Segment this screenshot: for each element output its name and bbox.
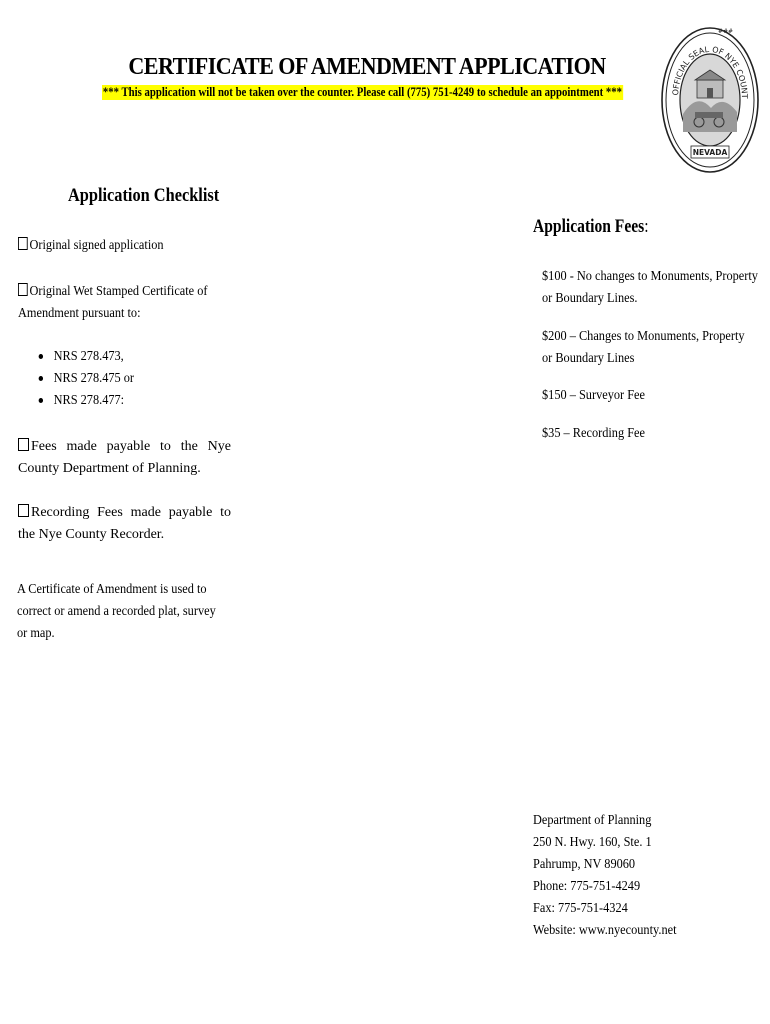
- seal-state-text: NEVADA: [692, 148, 728, 157]
- checklist-item-wet-stamped-certificate: Original Wet Stamped Certificate of Amendment pursuant to:: [18, 284, 208, 321]
- seal-ring-text: OFFICIAL SEAL OF NYE COUNT: [670, 44, 750, 99]
- checkbox-icon[interactable]: [18, 237, 28, 250]
- appointment-notice: *** This application will not be taken over the counter. Please call (775) 751-4249 to schedule an appointment ***: [102, 85, 622, 99]
- checklist-item-planning-fees: Fees made payable to the Nye County Department of Planning.: [18, 439, 231, 476]
- county-seal-icon: [659, 22, 761, 174]
- checklist-item-signed-application: Original signed application: [18, 235, 258, 257]
- fee-item-changes: $200 – Changes to Monuments, Property or Boundary Lines: [542, 329, 745, 366]
- list-item: NRS 278.473,: [36, 346, 168, 368]
- fees-heading: Application Fees:: [533, 216, 649, 237]
- fee-item-surveyor: $150 – Surveyor Fee: [542, 388, 646, 403]
- fee-item-no-changes: $100 - No changes to Monuments, Property or Boundary Lines.: [542, 269, 758, 306]
- fax-number: Fax: 775-751-4324: [533, 901, 628, 916]
- contact-block: [533, 810, 696, 942]
- page-title: CERTIFICATE OF AMENDMENT APPLICATION: [128, 54, 606, 80]
- department-name: Department of Planning: [533, 813, 652, 828]
- phone-number: Phone: 775-751-4249: [533, 879, 641, 894]
- certificate-description: A Certificate of Amendment is used to correct or amend a recorded plat, survey or map.: [17, 582, 216, 641]
- list-item: NRS 278.475 or: [36, 368, 168, 390]
- fee-item-recording: $35 – Recording Fee: [542, 426, 645, 441]
- svg-text:###: ###: [718, 28, 734, 35]
- checklist-heading: Application Checklist: [68, 185, 220, 206]
- street-address: 250 N. Hwy. 160, Ste. 1: [533, 835, 652, 850]
- city-state-zip: Pahrump, NV 89060: [533, 857, 636, 872]
- list-item: NRS 278.477:: [36, 390, 168, 412]
- checkbox-icon[interactable]: [18, 438, 29, 451]
- county-seal: [659, 22, 761, 174]
- checkbox-icon[interactable]: [18, 504, 29, 517]
- checkbox-icon[interactable]: [18, 283, 28, 296]
- checklist-item-recording-fees: Recording Fees made payable to the Nye County Recorder.: [18, 505, 231, 542]
- nrs-list: [36, 346, 186, 412]
- website-link[interactable]: Website: www.nyecounty.net: [533, 923, 677, 938]
